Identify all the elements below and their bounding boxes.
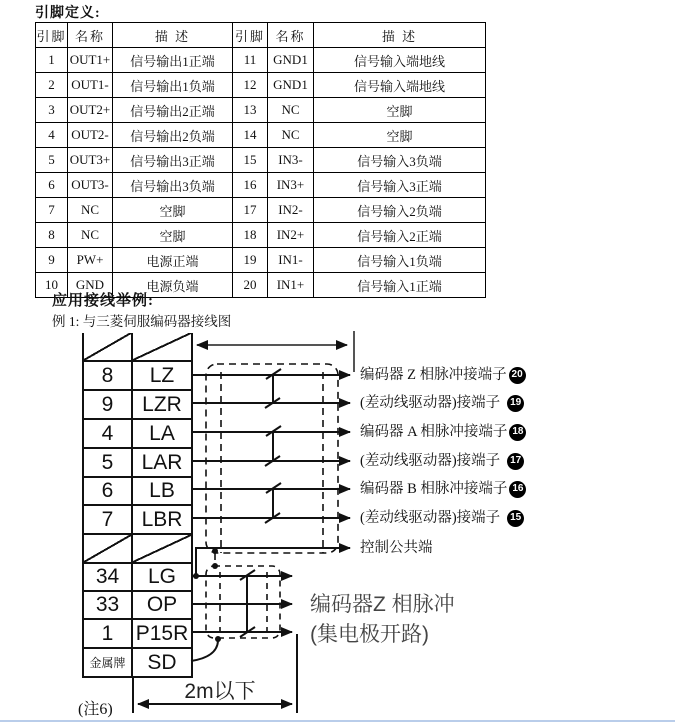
terminal-label xyxy=(360,423,526,441)
column-header: 引脚 xyxy=(36,23,68,48)
common-terminal-text: 控制公共端 xyxy=(360,540,433,556)
name-cell: OUT2- xyxy=(68,123,113,148)
connector-signal: LG xyxy=(147,565,176,588)
desc-cell: 信号输入端地线 xyxy=(314,48,486,73)
table-row xyxy=(36,198,486,223)
connector-signal: LZR xyxy=(142,392,182,416)
desc-cell: 信号输入1负端 xyxy=(314,248,486,273)
name-cell: GND1 xyxy=(268,48,314,73)
desc-cell: 信号输出2负端 xyxy=(113,123,233,148)
column-header: 描 述 xyxy=(314,23,486,48)
desc-cell: 信号输入2负端 xyxy=(314,198,486,223)
desc-cell: 信号输出1负端 xyxy=(113,73,233,98)
table-row xyxy=(36,248,486,273)
table-row xyxy=(36,123,486,148)
open-collector-label-line1: 编码器Z 相脉冲 xyxy=(310,593,455,616)
connector-pin: 33 xyxy=(84,592,133,618)
pin-cell: 18 xyxy=(233,223,268,248)
pin-cell: 4 xyxy=(36,123,68,148)
name-cell: IN1- xyxy=(268,248,314,273)
connector-pin: 金属牌 xyxy=(84,649,133,676)
name-cell: IN2- xyxy=(268,198,314,223)
desc-cell: 信号输入3负端 xyxy=(314,148,486,173)
connector-pin: 4 xyxy=(84,420,133,447)
terminal-number-badge: 15 xyxy=(507,510,524,527)
terminal-label-text: 编码器 A 相脉冲接端子 xyxy=(360,424,508,440)
desc-cell: 信号输入端地线 xyxy=(314,73,486,98)
desc-cell: 信号输出3正端 xyxy=(113,148,233,173)
desc-cell: 信号输入1正端 xyxy=(314,273,486,298)
desc-cell: 空脚 xyxy=(314,123,486,148)
connector-signal: OP xyxy=(146,593,178,616)
pin-cell: 1 xyxy=(36,48,68,73)
connector-pin: 9 xyxy=(84,391,133,418)
name-cell: OUT1+ xyxy=(68,48,113,73)
pin-cell: 20 xyxy=(233,273,268,298)
name-cell: IN2+ xyxy=(268,223,314,248)
column-header: 描 述 xyxy=(113,23,233,48)
pin-cell: 9 xyxy=(36,248,68,273)
terminal-number-badge: 19 xyxy=(507,395,524,412)
terminal-number-badge: 18 xyxy=(509,424,526,441)
pin-cell: 5 xyxy=(36,148,68,173)
table-row xyxy=(36,173,486,198)
name-cell: OUT1- xyxy=(68,73,113,98)
connector-pin: 5 xyxy=(84,449,133,476)
name-cell: OUT3+ xyxy=(68,148,113,173)
table-row xyxy=(36,98,486,123)
name-cell: IN1+ xyxy=(268,273,314,298)
name-cell: GND1 xyxy=(268,73,314,98)
pin-definition-title: 引脚定义: xyxy=(35,6,101,21)
name-cell: OUT3- xyxy=(68,173,113,198)
terminal-label-text: (差动线驱动器)接端子 xyxy=(360,453,501,469)
pin-cell: 6 xyxy=(36,173,68,198)
name-cell: GND xyxy=(68,273,113,298)
bottom-accent-line xyxy=(0,720,675,722)
table-row xyxy=(36,148,486,173)
connector-pin: 8 xyxy=(84,362,133,389)
terminal-label-text: 编码器 B 相脉冲接端子 xyxy=(360,481,508,497)
name-cell: IN3+ xyxy=(268,173,314,198)
top-dimension xyxy=(197,331,354,372)
column-header: 引脚 xyxy=(233,23,268,48)
column-header: 名称 xyxy=(268,23,314,48)
table-row xyxy=(36,73,486,98)
pin-cell: 3 xyxy=(36,98,68,123)
column-header: 名称 xyxy=(68,23,113,48)
connector-signal: P15R xyxy=(135,621,189,645)
connector-pin: 1 xyxy=(84,620,133,647)
twisted-pair-symbols xyxy=(240,369,281,637)
terminal-label xyxy=(360,394,524,412)
pin-cell: 2 xyxy=(36,73,68,98)
pin-cell: 13 xyxy=(233,98,268,123)
pin-definition-table xyxy=(35,22,486,298)
pin-cell: 7 xyxy=(36,198,68,223)
connector-pin: 6 xyxy=(84,478,133,504)
desc-cell: 空脚 xyxy=(113,198,233,223)
pin-cell: 19 xyxy=(233,248,268,273)
name-cell: IN3- xyxy=(268,148,314,173)
terminal-number-badge: 20 xyxy=(509,367,526,384)
cable-length-label: 2m以下 xyxy=(184,680,256,703)
desc-cell: 电源正端 xyxy=(113,248,233,273)
wiring-diagram xyxy=(0,325,675,726)
terminal-label xyxy=(360,509,524,527)
common-terminal-label xyxy=(360,539,433,557)
pin-cell: 17 xyxy=(233,198,268,223)
table-row xyxy=(36,223,486,248)
name-cell: NC xyxy=(68,198,113,223)
desc-cell: 电源负端 xyxy=(113,273,233,298)
name-cell: NC xyxy=(68,223,113,248)
pin-cell: 12 xyxy=(233,73,268,98)
example-caption: 例 1: 与三菱伺服编码器接线图 xyxy=(52,314,232,329)
desc-cell: 空脚 xyxy=(113,223,233,248)
terminal-label xyxy=(360,452,524,470)
pin-cell: 10 xyxy=(36,273,68,298)
name-cell: OUT2+ xyxy=(68,98,113,123)
desc-cell: 信号输出3负端 xyxy=(113,173,233,198)
connector-signal: LB xyxy=(149,479,175,502)
terminal-number-badge: 17 xyxy=(507,453,524,470)
pin-cell: 16 xyxy=(233,173,268,198)
terminal-number-badge: 16 xyxy=(509,481,526,498)
terminal-label-text: (差动线驱动器)接端子 xyxy=(360,510,501,526)
terminal-label xyxy=(360,366,526,384)
connector-pin: 7 xyxy=(84,506,133,533)
name-cell: PW+ xyxy=(68,248,113,273)
desc-cell: 信号输出1正端 xyxy=(113,48,233,73)
terminal-label-text: (差动线驱动器)接端子 xyxy=(360,395,501,411)
desc-cell: 信号输入2正端 xyxy=(314,223,486,248)
pin-cell: 14 xyxy=(233,123,268,148)
desc-cell: 空脚 xyxy=(314,98,486,123)
note-label: (注6) xyxy=(78,701,113,718)
connector-signal: LBR xyxy=(141,507,183,531)
desc-cell: 信号输入3正端 xyxy=(314,173,486,198)
desc-cell: 信号输出2正端 xyxy=(113,98,233,123)
shield-connections xyxy=(193,548,221,642)
pin-cell: 11 xyxy=(233,48,268,73)
terminal-label xyxy=(360,480,526,498)
connector-signal: LZ xyxy=(149,363,175,387)
connector-signal: SD xyxy=(147,650,177,674)
name-cell: NC xyxy=(268,98,314,123)
name-cell: NC xyxy=(268,123,314,148)
connector-pin: 34 xyxy=(84,564,133,590)
table-header-row xyxy=(36,23,486,48)
sd-shield-curve xyxy=(191,641,218,661)
pin-cell: 15 xyxy=(233,148,268,173)
pin-cell: 8 xyxy=(36,223,68,248)
open-collector-label-line2: (集电极开路) xyxy=(310,623,429,646)
terminal-label-text: 编码器 Z 相脉冲接端子 xyxy=(360,367,507,383)
connector-signal: LA xyxy=(149,421,175,445)
table-row xyxy=(36,48,486,73)
connector-signal: LAR xyxy=(141,450,183,474)
wiring-section-title: 应用接线举例: xyxy=(52,293,154,309)
